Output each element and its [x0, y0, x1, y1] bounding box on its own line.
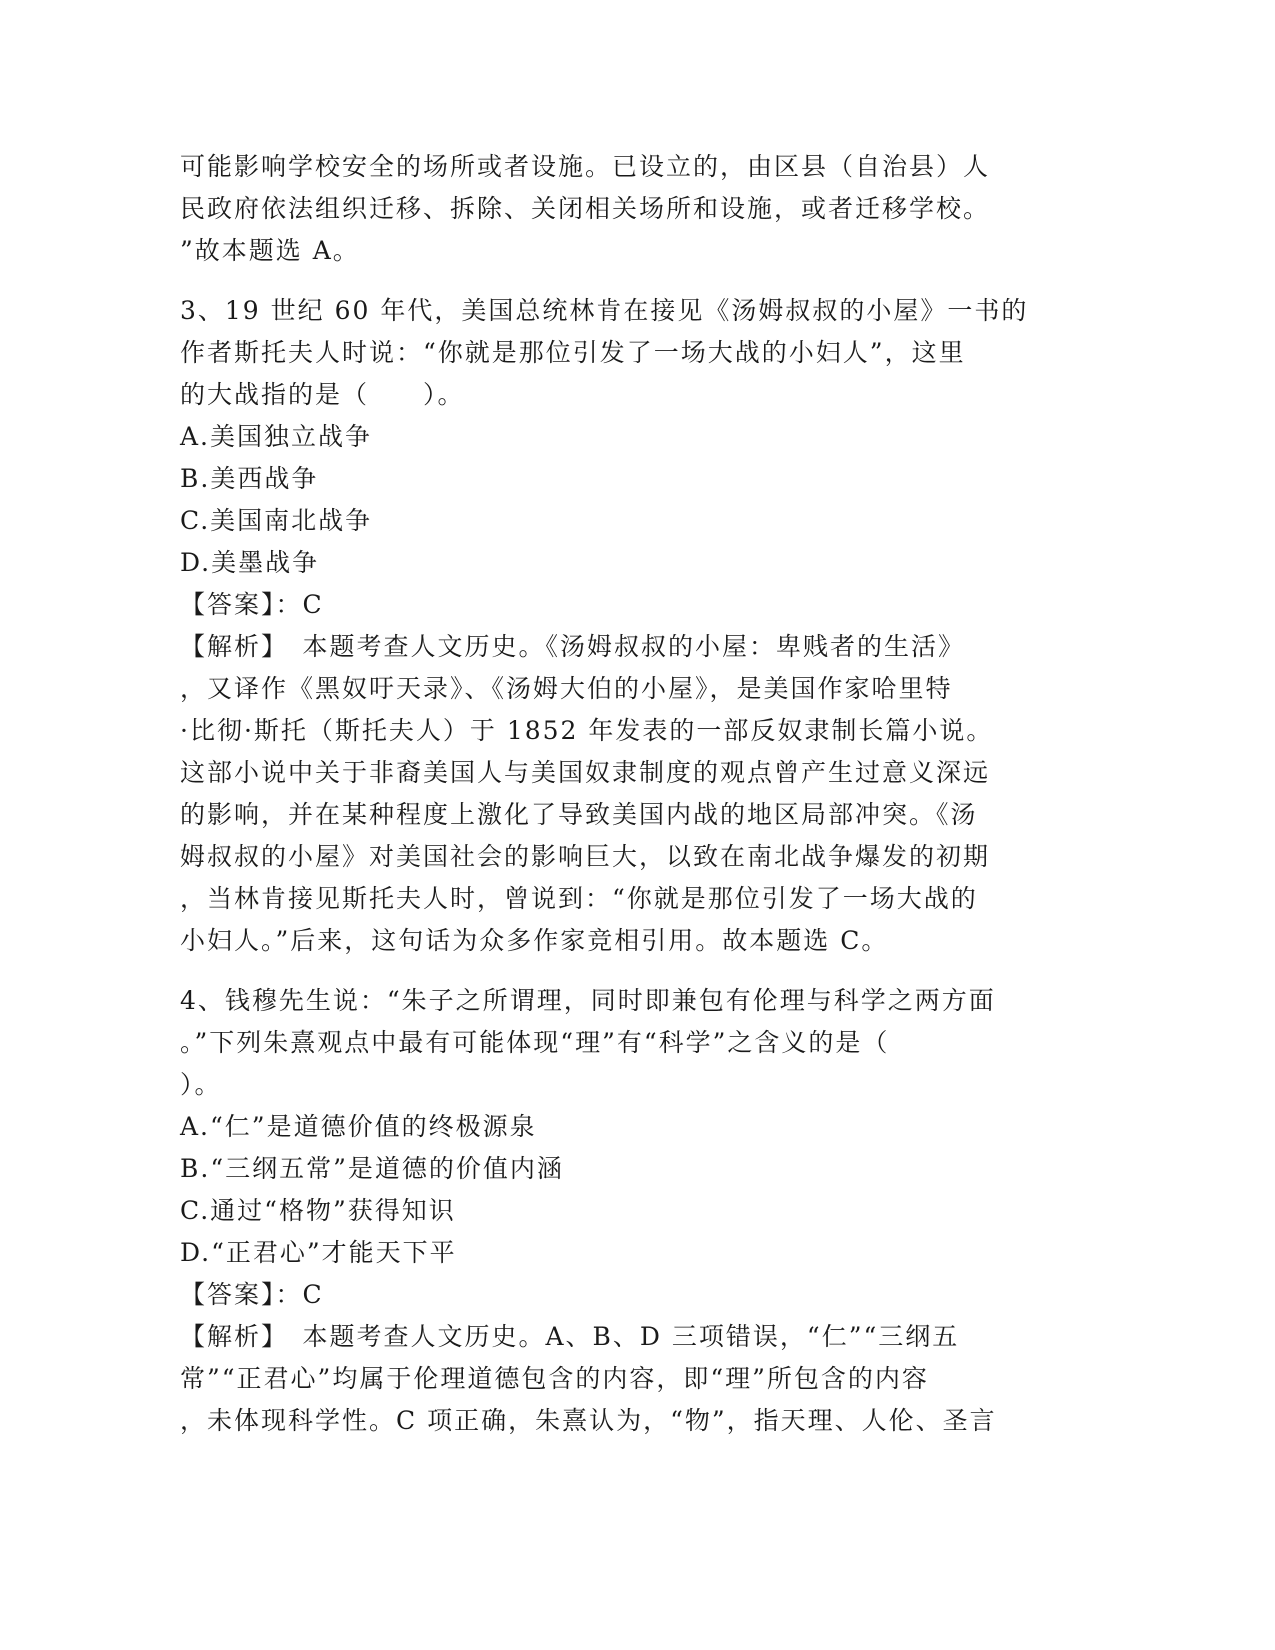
document-body — [180, 146, 1080, 1442]
question-stem: 。”下列朱熹观点中最有可能体现“理”有“科学”之含义的是（ — [180, 1028, 890, 1057]
option-c: C.美国南北战争 — [180, 506, 373, 535]
option-a: A.“仁”是道德价值的终极源泉 — [180, 1112, 537, 1141]
spacer — [180, 272, 1080, 290]
analysis-line: 【解析】 本题考查人文历史。A、B、D 三项错误，“仁”“三纲五 — [180, 1322, 960, 1351]
option-a: A.美国独立战争 — [180, 422, 373, 451]
analysis-line: ，又译作《黑奴吁天录》、《汤姆大伯的小屋》，是美国作家哈里特 — [180, 674, 953, 703]
text-line: 可能影响学校安全的场所或者设施。已设立的，由区县（自治县）人 — [180, 152, 991, 181]
analysis-line: 小妇人。”后来，这句话为众多作家竞相引用。故本题选 C。 — [180, 926, 889, 955]
question-stem: 作者斯托夫人时说：“你就是那位引发了一场大战的小妇人”，这里 — [180, 338, 966, 367]
question-stem: 的大战指的是（ ）。 — [180, 380, 465, 409]
option-b: B.“三纲五常”是道德的价值内涵 — [180, 1154, 564, 1183]
option-c: C.通过“格物”获得知识 — [180, 1196, 456, 1225]
question-stem: 3、19 世纪 60 年代，美国总统林肯在接见《汤姆叔叔的小屋》一书的 — [180, 296, 1029, 325]
spacer — [180, 962, 1080, 980]
analysis-line: 的影响，并在某种程度上激化了导致美国内战的地区局部冲突。《汤 — [180, 800, 978, 829]
text-line: 民政府依法组织迁移、拆除、关闭相关场所和设施，或者迁移学校。 — [180, 194, 991, 223]
question-4 — [180, 980, 1080, 1442]
option-b: B.美西战争 — [180, 464, 319, 493]
question-stem: ）。 — [180, 1070, 222, 1099]
analysis-line: ，当林肯接见斯托夫人时，曾说到：“你就是那位引发了一场大战的 — [180, 884, 978, 913]
intro-paragraph — [180, 146, 1080, 272]
option-d: D.美墨战争 — [180, 548, 320, 577]
analysis-line: 常”“正君心”均属于伦理道德包含的内容，即“理”所包含的内容 — [180, 1364, 929, 1393]
analysis-line: 这部小说中关于非裔美国人与美国奴隶制度的观点曾产生过意义深远 — [180, 758, 991, 787]
analysis-line: 姆叔叔的小屋》对美国社会的影响巨大，以致在南北战争爆发的初期 — [180, 842, 991, 871]
analysis-line: ，未体现科学性。C 项正确，朱熹认为，“物”，指天理、人伦、圣言 — [180, 1406, 997, 1435]
question-stem: 4、钱穆先生说：“朱子之所谓理，同时即兼包有伦理与科学之两方面 — [180, 986, 996, 1015]
answer-line: 【答案】：C — [180, 590, 324, 619]
option-d: D.“正君心”才能天下平 — [180, 1238, 457, 1267]
question-3 — [180, 290, 1080, 962]
analysis-line: ·比彻·斯托（斯托夫人）于 1852 年发表的一部反奴隶制长篇小说。 — [180, 716, 994, 745]
text-line: ”故本题选 A。 — [180, 236, 360, 265]
analysis-line: 【解析】 本题考查人文历史。《汤姆叔叔的小屋：卑贱者的生活》 — [180, 632, 966, 661]
answer-line: 【答案】：C — [180, 1280, 324, 1309]
